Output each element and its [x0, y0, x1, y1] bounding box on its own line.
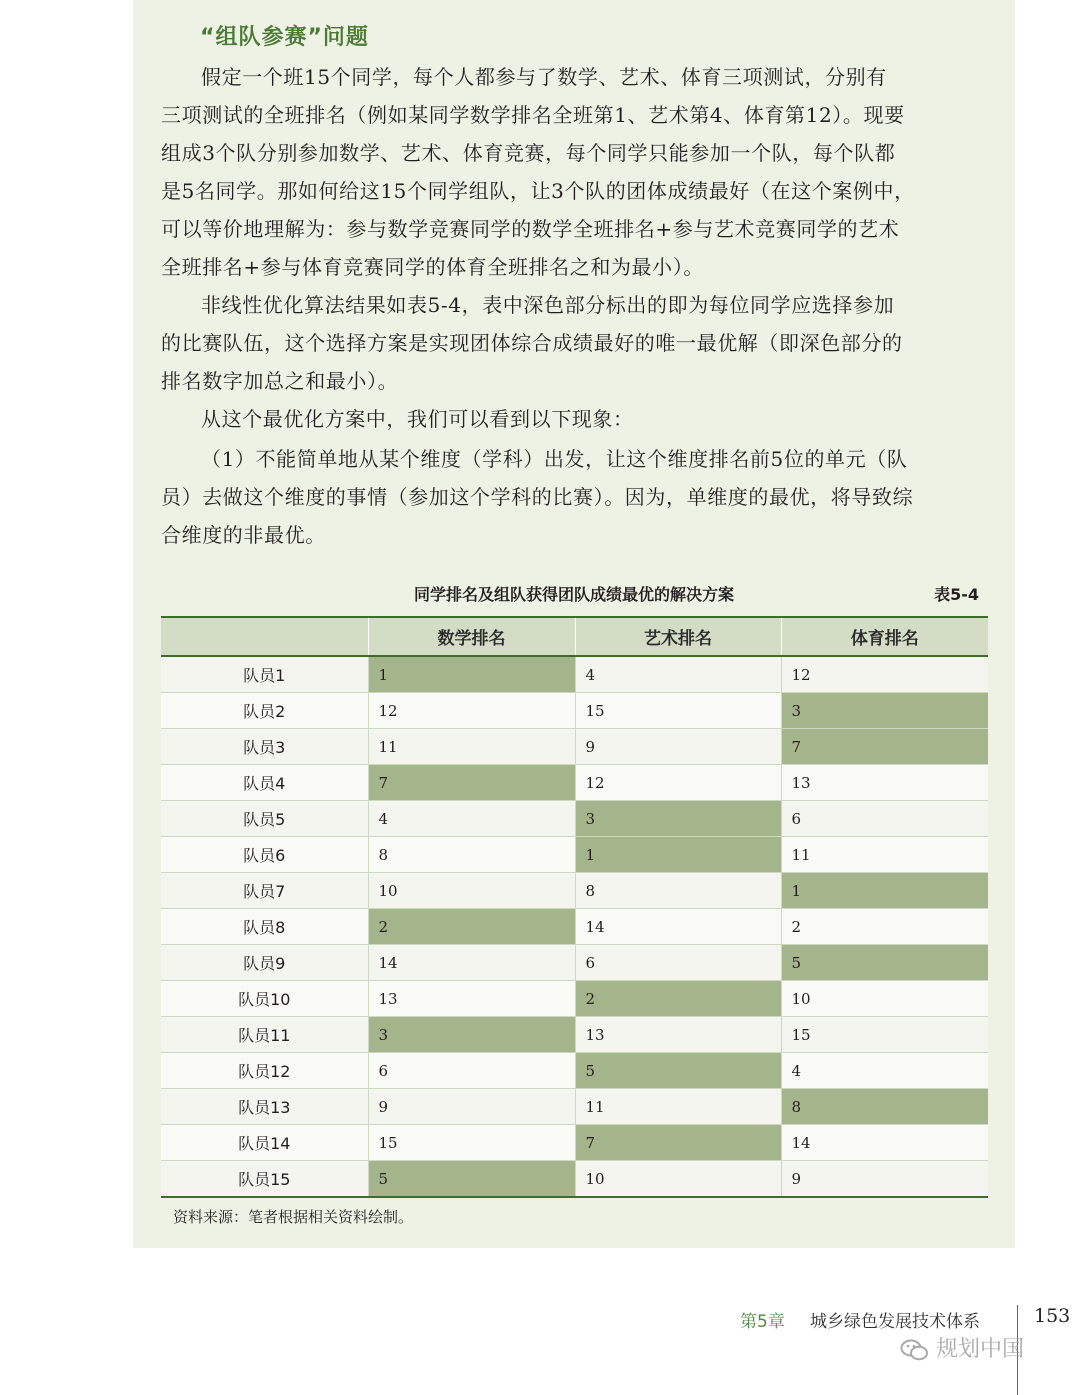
member-cell: 队员8	[161, 909, 368, 945]
art-rank-cell: 9	[575, 729, 781, 765]
art-rank-cell: 11	[575, 1089, 781, 1125]
math-rank-cell: 12	[368, 693, 575, 729]
header-art: 艺术排名	[575, 617, 781, 656]
table-title: 同学排名及组队获得团队成绩最优的解决方案	[413, 585, 734, 604]
paragraph-line: 组成3个队分别参加数学、艺术、体育竞赛，每个同学只能参加一个队，每个队都	[161, 141, 896, 165]
footer-section-title: 城乡绿色发展技术体系	[810, 1312, 980, 1332]
art-rank-cell: 13	[575, 1017, 781, 1053]
table-row	[161, 981, 988, 1017]
paragraph-line: 合维度的非最优。	[161, 523, 326, 547]
pe-rank-cell: 8	[781, 1089, 988, 1125]
box-title: “组队参赛”问题	[200, 25, 369, 50]
member-cell: 队员3	[161, 729, 368, 765]
member-cell: 队员15	[161, 1161, 368, 1198]
paragraph-line: 是5名同学。那如何给这15个同学组队，让3个队的团体成绩最好（在这个案例中，	[161, 179, 915, 203]
pe-rank-cell: 12	[781, 656, 988, 693]
member-cell: 队员14	[161, 1125, 368, 1161]
paragraph-phenomena-intro	[161, 400, 991, 438]
art-rank-cell: 7	[575, 1125, 781, 1161]
table-row	[161, 656, 988, 693]
pe-rank-cell: 7	[781, 729, 988, 765]
ranking-table	[161, 616, 988, 1198]
member-cell: 队员9	[161, 945, 368, 981]
table-row	[161, 1089, 988, 1125]
art-rank-cell: 15	[575, 693, 781, 729]
pe-rank-cell: 10	[781, 981, 988, 1017]
table-header-row	[161, 617, 988, 656]
paragraph-point-1	[161, 440, 991, 554]
art-rank-cell: 1	[575, 837, 781, 873]
art-rank-cell: 10	[575, 1161, 781, 1198]
math-rank-cell: 15	[368, 1125, 575, 1161]
header-pe: 体育排名	[781, 617, 988, 656]
table-row	[161, 837, 988, 873]
header-math: 数学排名	[368, 617, 575, 656]
art-rank-cell: 12	[575, 765, 781, 801]
paragraph-line: 全班排名+参与体育竞赛同学的体育全班排名之和为最小）。	[161, 255, 704, 279]
member-cell: 队员11	[161, 1017, 368, 1053]
paragraph-line: 员）去做这个维度的事情（参加这个学科的比赛）。因为，单维度的最优，将导致综	[161, 485, 914, 509]
art-rank-cell: 6	[575, 945, 781, 981]
pe-rank-cell: 15	[781, 1017, 988, 1053]
art-rank-cell: 14	[575, 909, 781, 945]
table-number: 表5-4	[934, 585, 979, 604]
math-rank-cell: 6	[368, 1053, 575, 1089]
math-rank-cell: 1	[368, 656, 575, 693]
paragraph-line: 从这个最优化方案中，我们可以看到以下现象：	[201, 407, 634, 431]
table-row	[161, 1017, 988, 1053]
member-cell: 队员12	[161, 1053, 368, 1089]
art-rank-cell: 3	[575, 801, 781, 837]
paragraph-line: 排名数字加总之和最小）。	[161, 369, 399, 393]
math-rank-cell: 3	[368, 1017, 575, 1053]
table-caption	[161, 582, 987, 608]
wechat-icon	[900, 1338, 930, 1362]
table-source: 资料来源：笔者根据相关资料绘制。	[173, 1208, 414, 1226]
math-rank-cell: 11	[368, 729, 575, 765]
member-cell: 队员4	[161, 765, 368, 801]
member-cell: 队员2	[161, 693, 368, 729]
paragraph-problem	[161, 58, 991, 286]
paragraph-result	[161, 286, 991, 400]
table-row	[161, 729, 988, 765]
header-empty	[161, 617, 368, 656]
math-rank-cell: 10	[368, 873, 575, 909]
table-row	[161, 909, 988, 945]
art-rank-cell: 4	[575, 656, 781, 693]
page-number: 153	[1034, 1305, 1071, 1327]
table-row	[161, 1125, 988, 1161]
footer-chapter: 第5章	[740, 1312, 785, 1332]
math-rank-cell: 2	[368, 909, 575, 945]
paragraph-line: （1）不能简单地从某个维度（学科）出发，让这个维度排名前5位的单元（队	[201, 447, 908, 471]
pe-rank-cell: 6	[781, 801, 988, 837]
pe-rank-cell: 1	[781, 873, 988, 909]
math-rank-cell: 8	[368, 837, 575, 873]
table-row	[161, 765, 988, 801]
math-rank-cell: 4	[368, 801, 575, 837]
paragraph-line: 的比赛队伍，这个选择方案是实现团体综合成绩最好的唯一最优解（即深色部分的	[161, 331, 903, 355]
member-cell: 队员10	[161, 981, 368, 1017]
math-rank-cell: 14	[368, 945, 575, 981]
math-rank-cell: 13	[368, 981, 575, 1017]
paragraph-line: 三项测试的全班排名（例如某同学数学排名全班第1、艺术第4、体育第12）。现要	[161, 103, 905, 127]
pe-rank-cell: 4	[781, 1053, 988, 1089]
paragraph-line: 可以等价地理解为：参与数学竞赛同学的数学全班排名+参与艺术竞赛同学的艺术	[161, 217, 900, 241]
member-cell: 队员6	[161, 837, 368, 873]
pe-rank-cell: 3	[781, 693, 988, 729]
member-cell: 队员13	[161, 1089, 368, 1125]
table-row	[161, 873, 988, 909]
paragraph-line: 非线性优化算法结果如表5-4，表中深色部分标出的即为每位同学应选择参加	[201, 293, 895, 317]
table-row	[161, 1161, 988, 1198]
math-rank-cell: 7	[368, 765, 575, 801]
pe-rank-cell: 2	[781, 909, 988, 945]
pe-rank-cell: 14	[781, 1125, 988, 1161]
watermark-text: 规划中国	[936, 1337, 1025, 1362]
paragraph-line: 假定一个班15个同学，每个人都参与了数学、艺术、体育三项测试，分别有	[201, 65, 887, 89]
pe-rank-cell: 9	[781, 1161, 988, 1198]
member-cell: 队员7	[161, 873, 368, 909]
math-rank-cell: 9	[368, 1089, 575, 1125]
pe-rank-cell: 13	[781, 765, 988, 801]
art-rank-cell: 2	[575, 981, 781, 1017]
table-row	[161, 945, 988, 981]
member-cell: 队员1	[161, 656, 368, 693]
art-rank-cell: 5	[575, 1053, 781, 1089]
table-row	[161, 1053, 988, 1089]
math-rank-cell: 5	[368, 1161, 575, 1198]
pe-rank-cell: 11	[781, 837, 988, 873]
table-row	[161, 693, 988, 729]
pe-rank-cell: 5	[781, 945, 988, 981]
table-row	[161, 801, 988, 837]
member-cell: 队员5	[161, 801, 368, 837]
watermark	[900, 1332, 1024, 1363]
art-rank-cell: 8	[575, 873, 781, 909]
